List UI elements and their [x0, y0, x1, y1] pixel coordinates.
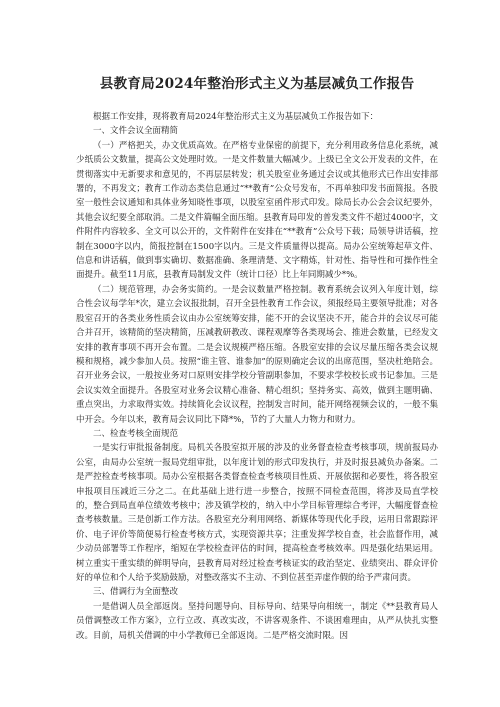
paragraph-1-2: （二）规范管理，办会务实简约。一是会议数量严格控制。教育系统会议列入年度计划，综合性会议每学年*次，建立会议报批制，召开全县性教育工作会议，须报经局主要领导批准；对各股室召开的各类业务性质会议由办公室统筹安排，能不开的会议坚决不开，能合并的会议尽可能合并召开，该精简的坚决精简，压减教研教改、课程观摩等各类现场会、推进会数量，已经发文安排的教育事项不再开会布置。二是会议规模严格压缩。各股室安排的会议尽量压缩各类会议规模和规格，减少参加人员。按照“谁主管、谁参加”的原则确定会议的出席范围，坚决杜绝陪会。召开业务会议，一般按业务对口原则安排学校分管副职参加，不要求学校校长或书记参加。三是会议实效全面提升。各股室对业务会议精心准备、精心组织；坚持务实、高效，做到主题明确、重点突出，力求取得实效。持续简化会议议程，控制发言时间，能开网络视频会议的，一般不集中开会。今年以来，教育局会议同比下降*%，节约了大量人力物力和财力。 [76, 284, 438, 425]
section-heading-2: 二、检查考核全面规范 [93, 428, 179, 439]
paragraph-2: 一是实行审批报备制度。局机关各股室拟开展的涉及的业务督查检查考核事项，规前报局办公室，由局办公室统一报局党组审批，以年度计划的形式印发执行，并及时报县减负办备案。二是严控检查考核事项。局办公室根据各类督查检查考核项目性质、开展依据和必要性，将各股室申报项目压减近三分之二。在此基础上进行进一步整合，按照不同检查范围，将涉及局直学校的，整合到局直单位绩效考核中；涉及镇学校的，纳入中小学目标管理综合考评，大幅度督查检查考核数量。三是创新工作方法。各股室充分利用网络、新媒体等现代化手段，运用日常跟踪评价、电子评价等简便易行检查考核方式，实现资源共享；注重发挥学校自查，社会监督作用，减少动员部署等工作程序，缩短在学校检查评估的时间，提高检查考核效率。四是强化结果运用。树立重实干重实绩的鲜明导向，县教育局对经过检查考核证实的政治坚定、业绩突出、群众评价好的单位和个人给予奖励鼓励，对整改落实不主动、不到位甚至弄虚作假的给予严肃问责。 [76, 443, 438, 583]
section-heading-3: 三、借调行为全面整改 [93, 587, 179, 598]
section-heading-1: 一、文件会议全面精简 [93, 126, 179, 137]
paragraph-1-1: （一）严格把关，办文优质高效。在严格专业保密的前提下，充分利用政务信息化系统，减少纸质公文数量，提高公文处理时效。一是文件数量大幅减少。上级已全文公开发表的文件，在贯彻落实中无新要求和意见的，不再层层转发；机关股室业务通过会议或其他形式已作出安排部署的，不再发文；教育工作动态类信息通过“**教育”公众号发布，不再单独印发书面简报。各股室一般性会议通知和具体业务知晓性事项，以股室室函件形式印发。除局长办公会会议纪要外，其他会议纪要全部取消。二是文件篇幅全面压缩。县教育局印发的普发类文件不超过4000字，文件附件内容较多、全文可以公开的，文件附件在安排在“**教育”公众号下载；局领导讲话稿，控制在3000字以内，简报控制在1500字以内。三是文件质量得以提高。局办公室统筹起草文件、信息和讲话稿，做到事实确切、数据准确、条理清楚、文字精炼，针对性、指导性和可操作性全面提升。截至11月底，县教育局制发文件（统计口径）比上年同期减少*%。 [76, 140, 438, 281]
paragraph-intro: 根据工作安排，现将教育局2024年整治形式主义为基层减负工作报告如下： [93, 112, 379, 122]
paragraph-3: 一是借调人员全部返岗。坚持问题导向、目标导向、结果导向相统一，制定《**县教育局人员借调整改工作方案》，立行立改、真改实改，不讲客观条件、不谈困难理由，从严从快扎实整改。目前，局机关借调的中小学教师已全部返岗。二是严格交流时限。因 [76, 601, 438, 641]
document-title: 县教育局2024年整治形式主义为基层减负工作报告 [99, 76, 415, 92]
